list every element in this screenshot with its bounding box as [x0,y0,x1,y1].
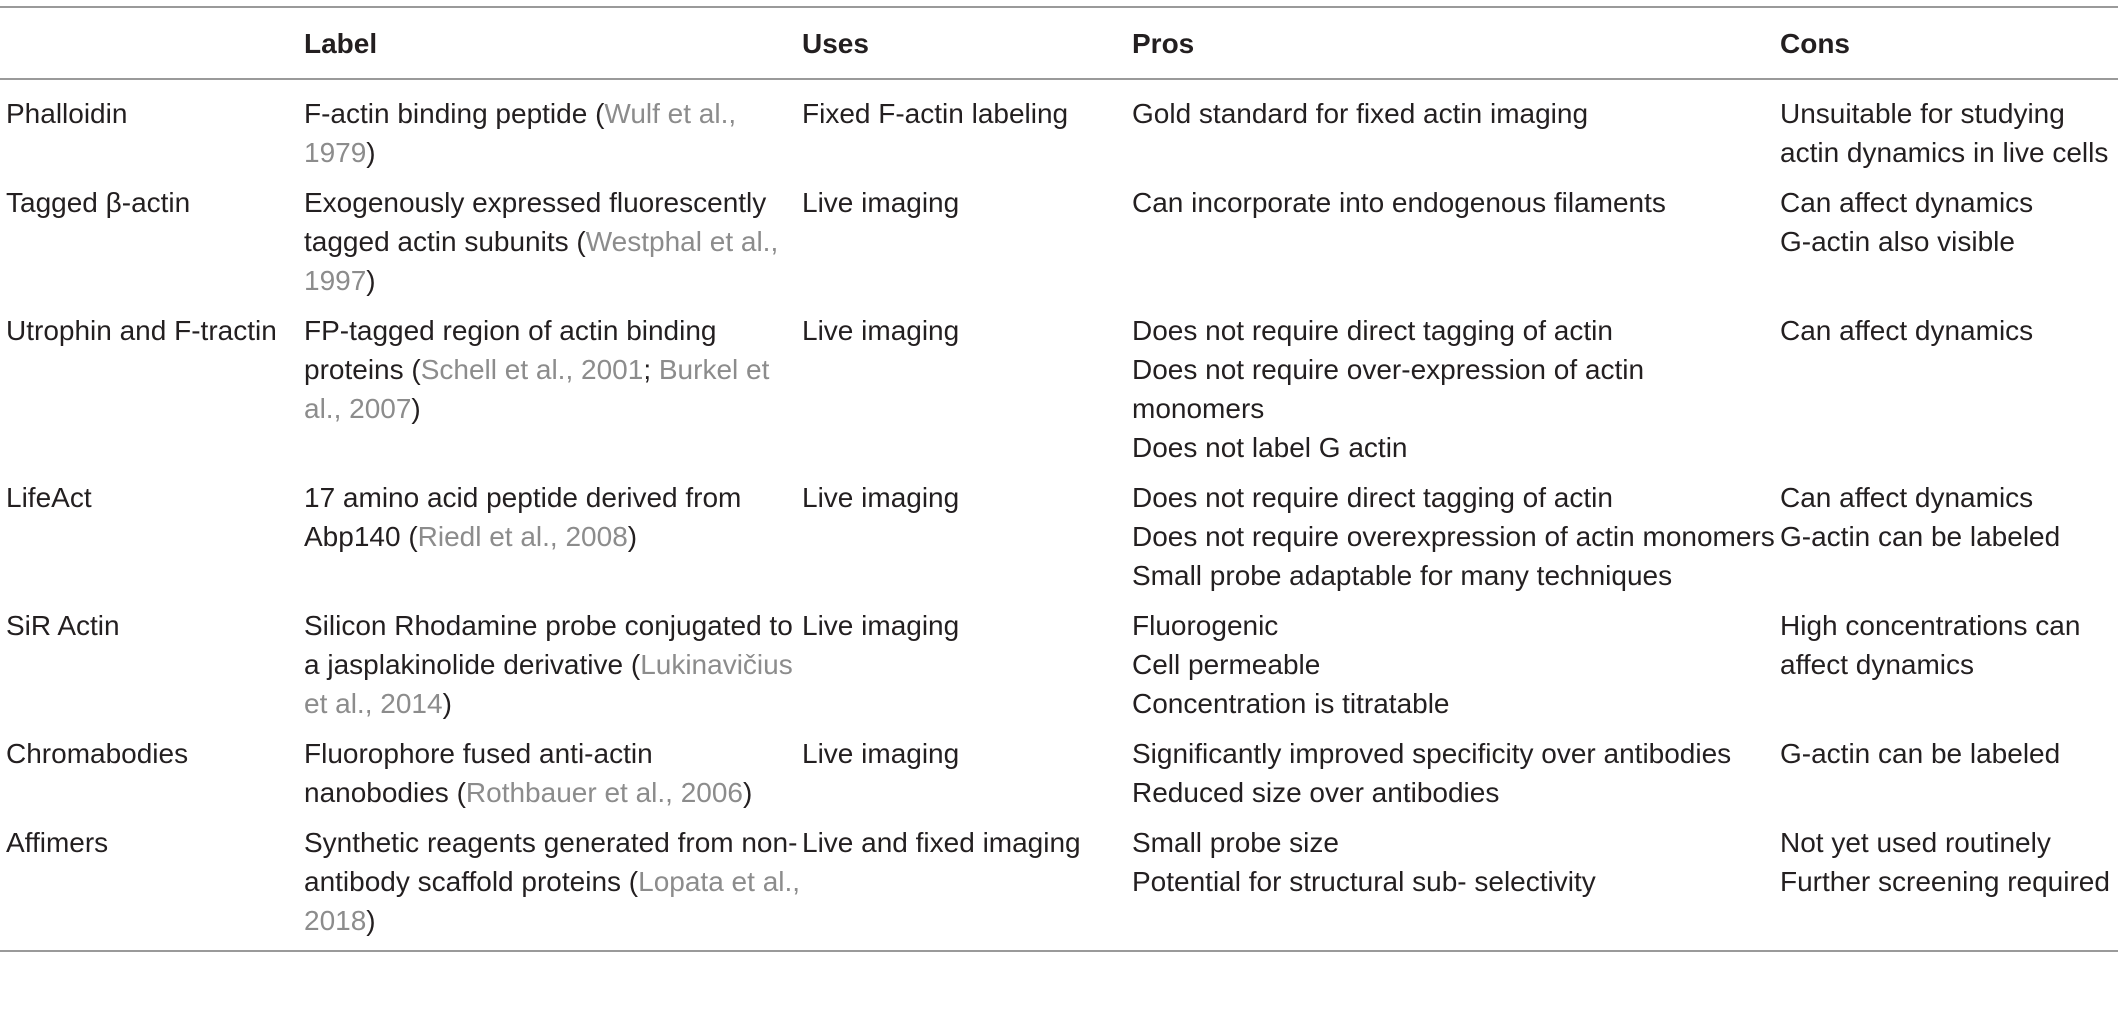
pro-item: Gold standard for fixed actin imaging [1132,98,1589,129]
uses-cell: Fixed F-actin labeling [802,98,1069,129]
table-row [0,79,2118,183]
con-item: Can affect dynamics [1780,187,2034,218]
pros-cell [1132,606,1780,734]
uses-cell: Live and fixed imaging [802,827,1081,858]
header-row [0,7,2118,79]
header-cons: Cons [1780,28,1850,59]
uses-cell: Live imaging [802,187,960,218]
con-item: G-actin also visible [1780,226,2015,257]
cons-cell [1780,183,2118,311]
table-body [0,79,2118,951]
table-row [0,734,2118,823]
citation-text: Schell et al., 2001 [420,354,644,385]
pro-item: Fluorogenic [1132,610,1279,641]
label-cell [304,823,802,951]
header-label: Label [304,28,378,59]
probe-name-cell: Utrophin and F-tractin [6,315,277,346]
table-row [0,606,2118,734]
label-text: Exogenously expressed fluorescently tagged actin subunits ( [304,187,767,257]
label-text: ) [366,265,376,296]
con-item: Can affect dynamics [1780,315,2034,346]
table-row [0,478,2118,606]
label-text: ) [411,393,421,424]
cons-cell [1780,734,2118,823]
con-item: G-actin can be labeled [1780,521,2061,552]
pro-item: Cell permeable [1132,649,1321,680]
pros-cell [1132,823,1780,951]
table-row [0,311,2118,478]
label-text: ) [366,137,376,168]
header-uses: Uses [802,28,869,59]
pro-item: Does not require direct tagging of actin [1132,482,1613,513]
citation-text: Lukinavičius et al., 2014 [304,649,793,719]
probe-name-cell: Affimers [6,827,109,858]
label-text: ) [627,521,638,552]
label-cell [304,606,802,734]
probe-name-cell: SiR Actin [6,610,120,641]
pro-item: Potential for structural sub- selectivity [1132,866,1596,897]
con-item: Not yet used routinely [1780,827,2051,858]
label-text: F-actin binding peptide ( [304,98,605,129]
label-cell [304,478,802,606]
pro-item: Does not require over-expression of actin monomers [1132,354,1645,424]
pro-item: Can incorporate into endogenous filaments [1132,187,1666,218]
citation-text: Lopata et al., 2018 [304,866,801,936]
pro-item: Concentration is titratable [1132,688,1450,719]
pros-cell [1132,734,1780,823]
label-text: Synthetic reagents generated from non-antibody scaffold proteins ( [304,827,798,897]
pro-item: Reduced size over antibodies [1132,777,1500,808]
pro-item: Does not label G actin [1132,432,1408,463]
label-cell [304,311,802,478]
label-text: ) [366,905,376,936]
citation-text: Westphal et al., 1997 [304,226,779,296]
label-cell [304,734,802,823]
cons-cell [1780,823,2118,951]
probe-name-cell: LifeAct [6,482,92,513]
uses-cell: Live imaging [802,482,960,513]
pros-cell [1132,79,1780,183]
label-text: FP-tagged region of actin binding proteins ( [304,315,717,385]
table-row [0,183,2118,311]
citation-text: Wulf et al., 1979 [304,98,737,168]
pros-cell [1132,478,1780,606]
citation-text: Riedl et al., 2008 [417,521,628,552]
label-cell [304,79,802,183]
label-text: ; [643,354,659,385]
con-item: High concentrations can affect dynamics [1780,610,2081,680]
pros-cell [1132,183,1780,311]
pro-item: Does not require overexpression of actin monomers [1132,521,1775,552]
label-text: Fluorophore fused anti-actin nanobodies ( [304,738,653,808]
con-item: Further screening required [1780,866,2110,897]
pro-item: Small probe size [1132,827,1339,858]
header-pros: Pros [1132,28,1195,59]
label-text: Silicon Rhodamine probe conjugated to a jasplakinolide derivative ( [304,610,793,680]
con-item: G-actin can be labeled [1780,738,2061,769]
uses-cell: Live imaging [802,738,960,769]
uses-cell: Live imaging [802,610,960,641]
citation-text: Rothbauer et al., 2006 [465,777,743,808]
label-text: ) [743,777,753,808]
probe-name-cell: Tagged β-actin [6,187,191,218]
label-text: ) [442,688,452,719]
con-item: Unsuitable for studying actin dynamics in live cells [1780,98,2109,168]
con-item: Can affect dynamics [1780,482,2034,513]
uses-cell: Live imaging [802,315,960,346]
label-cell [304,183,802,311]
pro-item: Significantly improved specificity over antibodies [1132,738,1732,769]
cons-cell [1780,478,2118,606]
cons-cell [1780,606,2118,734]
pro-item: Does not require direct tagging of actin [1132,315,1613,346]
table-container [0,6,2118,952]
pro-item: Small probe adaptable for many techniques [1132,560,1673,591]
cons-cell [1780,311,2118,478]
actin-probes-table [0,6,2118,952]
pros-cell [1132,311,1780,478]
header-probe [0,7,304,79]
table-row [0,823,2118,951]
citation-text: Burkel et al., 2007 [304,354,770,424]
cons-cell [1780,79,2118,183]
probe-name-cell: Chromabodies [6,738,189,769]
probe-name-cell: Phalloidin [6,98,128,129]
table-header [0,7,2118,79]
label-text: 17 amino acid peptide derived from Abp140 ( [304,482,742,552]
